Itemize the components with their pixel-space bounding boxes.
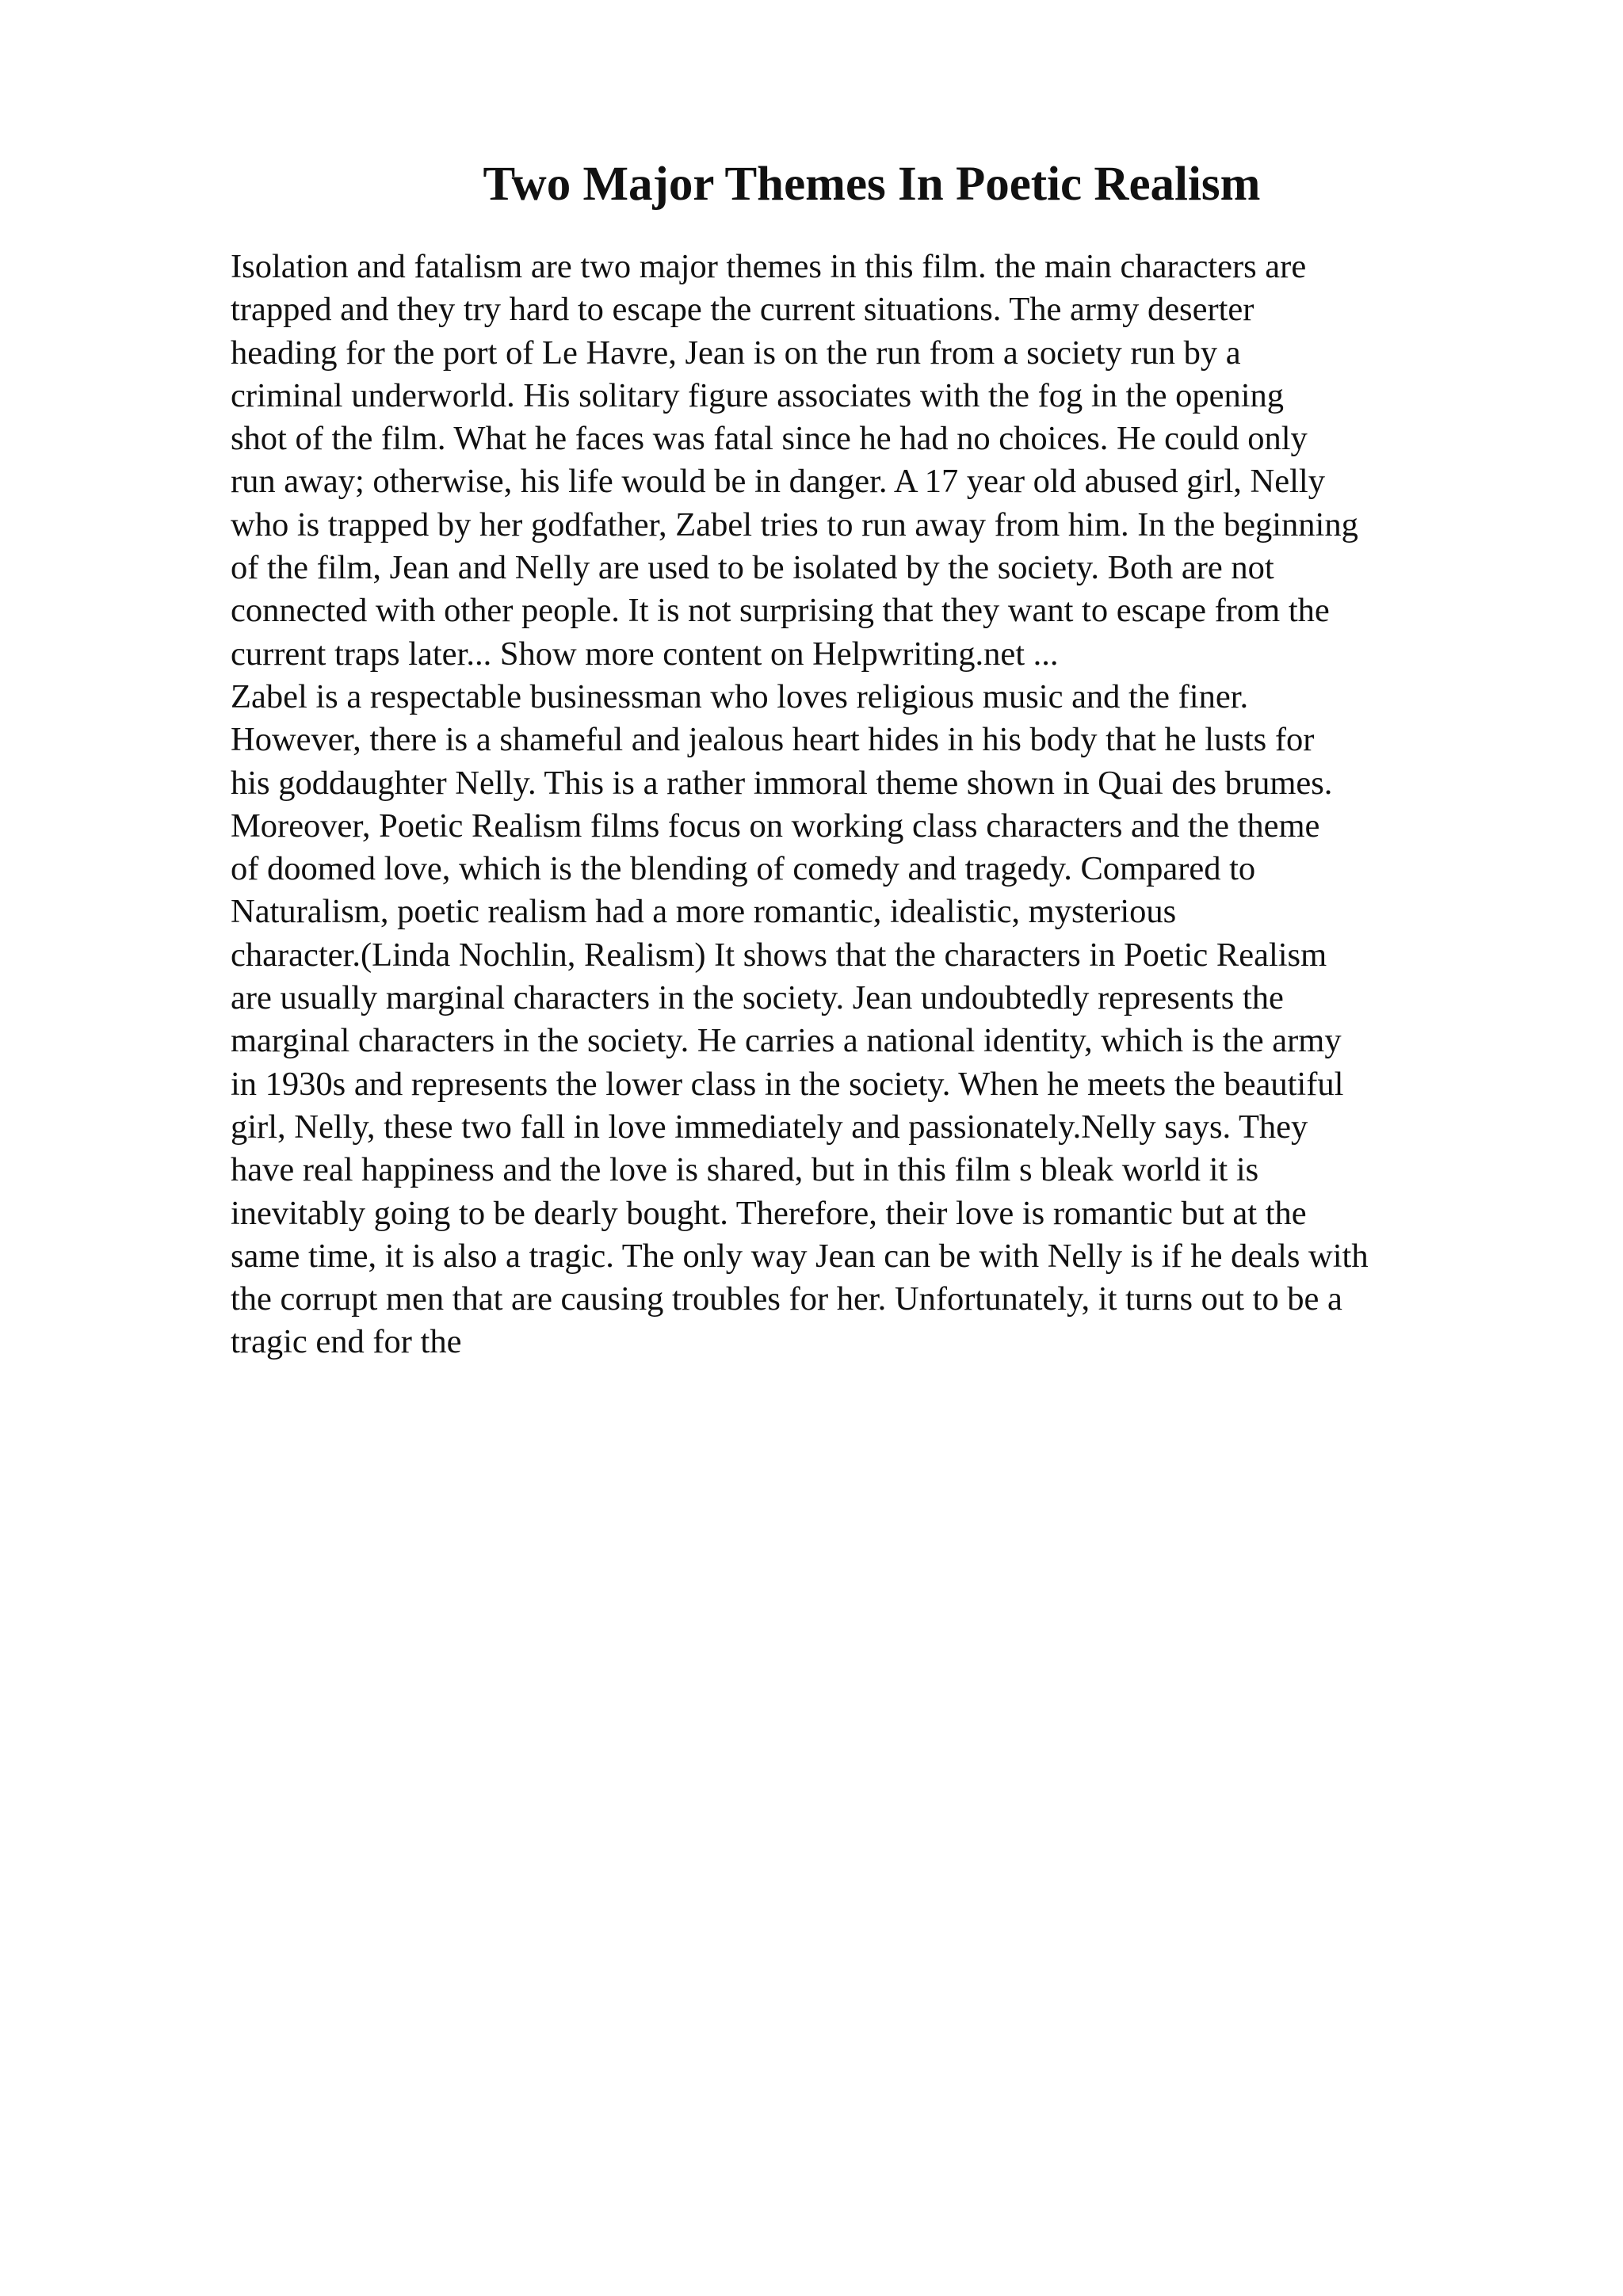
- body-line: marginal characters in the society. He carries a national identity, which is the army: [231, 1022, 1342, 1060]
- body-line: of doomed love, which is the blending of comedy and tragedy. Compared to: [231, 850, 1256, 888]
- body-line: Isolation and fatalism are two major themes in this film. the main characters are: [231, 248, 1307, 285]
- document-body: [231, 246, 1514, 1364]
- body-line: his goddaughter Nelly. This is a rather immoral theme shown in Quai des brumes.: [231, 764, 1333, 802]
- body-line: However, there is a shameful and jealous heart hides in his body that he lusts for: [231, 721, 1315, 759]
- body-line: trapped and they try hard to escape the current situations. The army deserter: [231, 291, 1254, 329]
- body-line: have real happiness and the love is shared, but in this film s bleak world it is: [231, 1151, 1259, 1189]
- body-line: current traps later... Show more content on Helpwriting.net ...: [231, 635, 1059, 673]
- body-line: run away; otherwise, his life would be in danger. A 17 year old abused girl, Nelly: [231, 463, 1325, 501]
- body-line: Naturalism, poetic realism had a more romantic, idealistic, mysterious: [231, 893, 1177, 931]
- body-line: shot of the film. What he faces was fatal since he had no choices. He could only: [231, 420, 1308, 458]
- body-line: the corrupt men that are causing troubles for her. Unfortunately, it turns out to be a: [231, 1280, 1342, 1318]
- body-line: of the film, Jean and Nelly are used to be isolated by the society. Both are not: [231, 549, 1274, 587]
- body-line: tragic end for the: [231, 1323, 462, 1361]
- body-line: connected with other people. It is not surprising that they want to escape from the: [231, 592, 1330, 630]
- body-line: are usually marginal characters in the society. Jean undoubtedly represents the: [231, 979, 1284, 1017]
- body-line: inevitably going to be dearly bought. Therefore, their love is romantic but at the: [231, 1194, 1307, 1232]
- document-title: Two Major Themes In Poetic Realism: [483, 158, 1261, 211]
- body-line: criminal underworld. His solitary figure associates with the fog in the opening: [231, 376, 1284, 414]
- body-line: same time, it is also a tragic. The only way Jean can be with Nelly is if he deals with: [231, 1237, 1369, 1275]
- body-line: Moreover, Poetic Realism films focus on working class characters and the theme: [231, 807, 1320, 845]
- body-line: heading for the port of Le Havre, Jean is on the run from a society run by a: [231, 334, 1241, 372]
- body-line: character.(Linda Nochlin, Realism) It shows that the characters in Poetic Realism: [231, 936, 1327, 974]
- body-line: girl, Nelly, these two fall in love immediately and passionately.Nelly says. They: [231, 1108, 1308, 1146]
- body-line: in 1930s and represents the lower class in the society. When he meets the beautiful: [231, 1065, 1344, 1103]
- body-line: Zabel is a respectable businessman who loves religious music and the finer.: [231, 677, 1249, 715]
- body-line: who is trapped by her godfather, Zabel tries to run away from him. In the beginning: [231, 505, 1358, 543]
